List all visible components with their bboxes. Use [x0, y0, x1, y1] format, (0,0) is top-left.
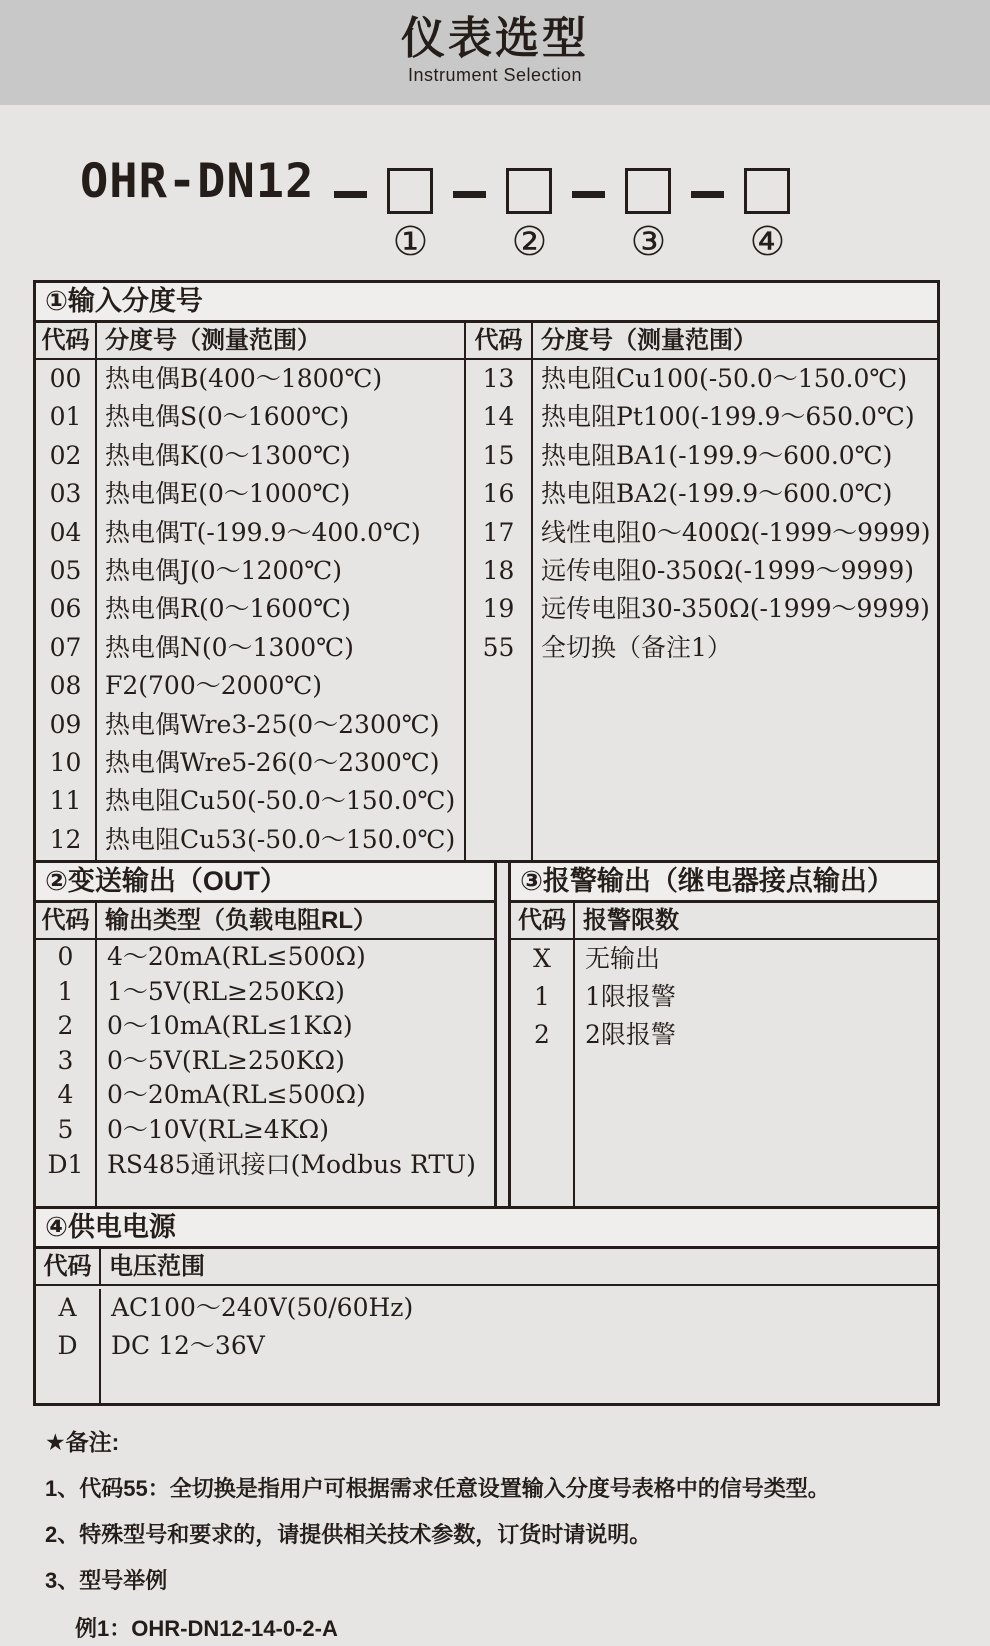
- code-cell: A: [58, 1293, 77, 1322]
- desc-cell: AC100～240V(50/60Hz): [111, 1293, 414, 1322]
- code-cell: 03: [49, 479, 82, 509]
- desc-cell: 热电偶N(0～1300℃): [105, 632, 354, 662]
- output-alarm-row: [33, 860, 940, 1209]
- desc-cell: 远传电阻30-350Ω(-1999～9999): [541, 594, 930, 624]
- code-cell: 11: [49, 786, 82, 816]
- code-cell: 5: [57, 1114, 74, 1144]
- input-section-table: [33, 280, 940, 863]
- circled-number-2: ②: [511, 219, 548, 265]
- code-column: [36, 1289, 101, 1403]
- dash-separator: [334, 191, 367, 198]
- circled-number-4: ④: [749, 219, 786, 265]
- desc-cell: 无输出: [585, 944, 661, 973]
- code-cell: 02: [49, 440, 82, 470]
- code-column-right: [466, 360, 533, 860]
- output-section-title: ②变送输出（OUT）: [36, 863, 494, 903]
- desc-cell: 0～10V(RL≥4KΩ): [107, 1114, 329, 1144]
- code-cell: 12: [49, 824, 82, 854]
- page-subtitle: Instrument Selection: [407, 65, 583, 85]
- desc-cell: 全切换（备注1）: [541, 632, 732, 662]
- code-cell: 09: [49, 709, 82, 739]
- code-cell: 15: [482, 440, 515, 470]
- code-cell: 1: [57, 976, 74, 1006]
- model-slot-4: [744, 168, 790, 264]
- column-header-desc: 分度号（测量范围）: [97, 323, 466, 358]
- power-table-body: [36, 1286, 937, 1403]
- column-header-desc: 电压范围: [109, 1253, 205, 1280]
- output-column-headers: [36, 903, 494, 940]
- desc-cell: 热电偶J(0～1200℃): [105, 556, 343, 586]
- code-cell: 13: [482, 364, 515, 393]
- dash-separator: [453, 191, 486, 198]
- circled-number-1: ①: [392, 219, 429, 265]
- output-section-table: [33, 860, 497, 1209]
- code-column: [511, 940, 575, 1206]
- circled-number-3: ③: [630, 219, 667, 265]
- desc-cell: 热电偶E(0～1000℃): [105, 479, 351, 509]
- model-slot-box: [744, 168, 790, 214]
- model-slot-2: [506, 168, 552, 264]
- desc-cell: 热电阻Cu50(-50.0～150.0℃): [105, 786, 456, 816]
- page-header: [0, 0, 990, 105]
- column-header-desc: 输出类型（负载电阻RL）: [105, 907, 377, 934]
- code-cell: 01: [49, 402, 82, 432]
- dash-separator: [572, 191, 605, 198]
- code-cell: 10: [49, 748, 82, 778]
- desc-cell: 热电偶Wre3-25(0～2300℃): [105, 709, 440, 739]
- desc-cell: 热电阻BA1(-199.9～600.0℃): [541, 440, 893, 470]
- code-cell: 55: [482, 632, 515, 662]
- column-header-code: 代码: [511, 903, 575, 938]
- model-code-diagram: [80, 155, 990, 271]
- code-cell: 04: [49, 517, 82, 547]
- code-column-left: [36, 360, 97, 860]
- column-header-code: 代码: [36, 1249, 101, 1284]
- note-item: 2、特殊型号和要求的，请提供相关技术参数，订货时请说明。: [45, 1522, 652, 1547]
- code-cell: 17: [482, 517, 515, 547]
- input-column-headers: [36, 323, 937, 360]
- desc-cell: RS485通讯接口(Modbus RTU): [107, 1149, 476, 1179]
- model-prefix: OHR-DN12: [80, 154, 315, 209]
- code-cell: 14: [482, 402, 515, 432]
- model-slot-1: [387, 168, 433, 264]
- code-column: [36, 940, 97, 1206]
- code-cell: D1: [47, 1149, 84, 1179]
- power-section-title: ④供电电源: [36, 1209, 937, 1249]
- code-cell: 00: [49, 364, 82, 393]
- desc-cell: 热电偶B(400～1800℃): [105, 364, 383, 393]
- notes: [45, 1424, 990, 1643]
- alarm-section-table: [508, 860, 940, 1209]
- desc-cell: 热电偶K(0～1300℃): [105, 440, 351, 470]
- code-cell: X: [533, 944, 551, 973]
- code-cell: 16: [482, 479, 515, 509]
- code-cell: 0: [57, 942, 74, 971]
- desc-column: [97, 940, 494, 1206]
- column-header-code: 代码: [36, 323, 97, 358]
- code-cell: 2: [57, 1011, 74, 1041]
- code-cell: 07: [49, 632, 82, 662]
- desc-cell: 0～10mA(RL≤1KΩ): [107, 1011, 353, 1041]
- notes-header: ★备注:: [45, 1429, 120, 1455]
- desc-cell: 热电偶R(0～1600℃): [105, 594, 351, 624]
- desc-column-right: [533, 360, 937, 860]
- code-cell: 3: [57, 1045, 74, 1075]
- alarm-section-title: ③报警输出（继电器接点输出）: [511, 863, 937, 903]
- desc-cell: 1限报警: [585, 982, 676, 1011]
- column-header-desc: 报警限数: [583, 907, 679, 934]
- desc-column: [575, 940, 937, 1206]
- output-table-body: [36, 940, 494, 1206]
- alarm-table-body: [511, 940, 937, 1206]
- desc-cell: 远传电阻0-350Ω(-1999～9999): [541, 556, 914, 586]
- desc-column-left: [97, 360, 466, 860]
- dash-separator: [691, 191, 724, 198]
- power-section-table: [33, 1206, 940, 1406]
- code-cell: 06: [49, 594, 82, 624]
- note-item: 1、代码55：全切换是指用户可根据需求任意设置输入分度号表格中的信号类型。: [45, 1476, 830, 1501]
- selection-tables: [33, 280, 940, 1406]
- desc-column: [101, 1289, 937, 1403]
- column-header-code: 代码: [36, 903, 97, 938]
- desc-cell: 线性电阻0～400Ω(-1999～9999): [541, 517, 931, 547]
- code-cell: D: [57, 1331, 78, 1360]
- page-title: 仪表选型: [401, 14, 589, 63]
- input-section-title: ①输入分度号: [36, 283, 937, 323]
- model-slot-box: [506, 168, 552, 214]
- note-item: 3、型号举例: [45, 1568, 168, 1593]
- code-cell: 2: [534, 1020, 550, 1049]
- model-slot-box: [625, 168, 671, 214]
- code-cell: 1: [534, 982, 550, 1011]
- desc-cell: 热电阻Cu53(-50.0～150.0℃): [105, 824, 456, 854]
- desc-cell: 2限报警: [585, 1020, 676, 1049]
- input-table-body: [36, 360, 937, 860]
- desc-cell: 4～20mA(RL≤500Ω): [107, 942, 366, 971]
- desc-cell: 热电阻BA2(-199.9～600.0℃): [541, 479, 893, 509]
- power-column-headers: [36, 1249, 937, 1286]
- model-slot-3: [625, 168, 671, 264]
- column-header-code: 代码: [466, 323, 533, 358]
- desc-cell: 热电偶T(-199.9～400.0℃): [105, 517, 421, 547]
- code-cell: 4: [57, 1080, 74, 1110]
- desc-cell: 热电偶S(0～1600℃): [105, 402, 350, 432]
- code-cell: 18: [482, 556, 515, 586]
- code-cell: 08: [49, 671, 82, 701]
- code-cell: 19: [482, 594, 515, 624]
- note-example: 例1：OHR-DN12-14-0-2-A: [75, 1616, 338, 1641]
- desc-cell: 0～20mA(RL≤500Ω): [107, 1080, 366, 1110]
- notes-list: [45, 1472, 990, 1595]
- desc-cell: F2(700～2000℃): [105, 671, 323, 701]
- desc-cell: DC 12～36V: [111, 1331, 265, 1360]
- desc-cell: 热电阻Pt100(-199.9～650.0℃): [541, 402, 915, 432]
- code-cell: 05: [49, 556, 82, 586]
- desc-cell: 热电偶Wre5-26(0～2300℃): [105, 748, 440, 778]
- alarm-column-headers: [511, 903, 937, 940]
- desc-cell: 1～5V(RL≥250KΩ): [107, 976, 345, 1006]
- model-slot-box: [387, 168, 433, 214]
- desc-cell: 0～5V(RL≥250KΩ): [107, 1045, 345, 1075]
- desc-cell: 热电阻Cu100(-50.0～150.0℃): [541, 364, 908, 393]
- column-header-desc: 分度号（测量范围）: [541, 327, 757, 354]
